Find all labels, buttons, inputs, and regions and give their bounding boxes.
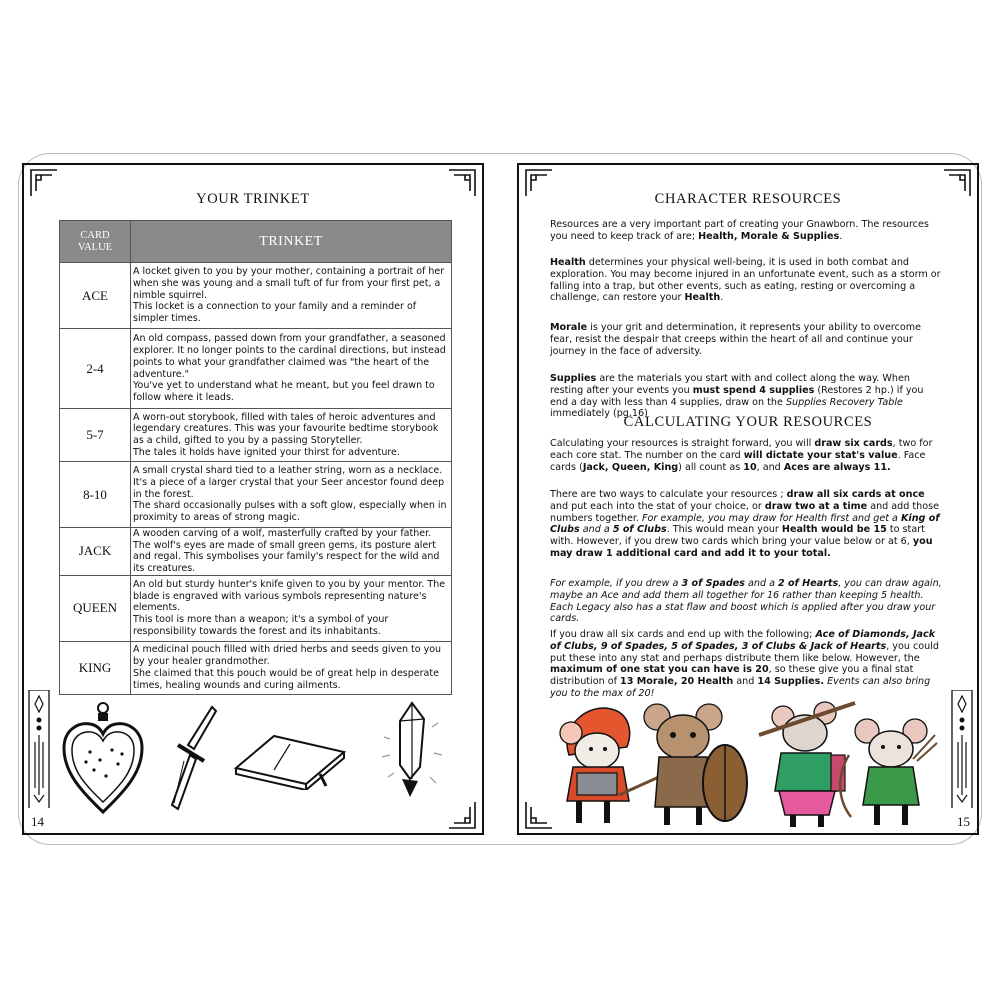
trinket-description: A worn-out storybook, filled with tales of heroic adventures and legendary creatures. This was your favourite bedtime storybook as a child, gifted to you by a passing Storyteller. The tales it holds have ignited your thirst for adventure. — [131, 409, 452, 462]
mouse-characters-illustration — [549, 695, 939, 830]
table-row — [60, 263, 452, 329]
side-border-ornament-icon — [28, 690, 50, 808]
trinket-description: An old compass, passed down from your grandfather, a seasoned explorer. It no longer points to the cardinal directions, but instead points to what your grandfather claimed was "the heart of the adventure." You've yet to understand what he meant, but you feel drawn to follow where it leads. — [131, 329, 452, 409]
dagger-icon — [164, 705, 219, 820]
card-value: 8-10 — [60, 462, 131, 528]
mouse-flute-icon — [759, 702, 855, 827]
table-row — [60, 462, 452, 528]
health-paragraph: Health determines your physical well-being, it is used in both combat and exploration. You may become injured in an unfortunate event, such as a storm or falling into a trap, but other events, such as eating, resting or overcoming a challenge, can restore your Health. — [550, 257, 941, 304]
morale-paragraph: Morale is your grit and determination, it represents your ability to overcome fear, resist the despair that creeps within the heart of all and continue your journey in the face of adversity. — [550, 322, 921, 357]
table-row — [60, 641, 452, 694]
calculating-paragraph: Calculating your resources is straight forward, you will draw six cards, two for each core stat. The number on the card will dictate your stat's value. Face cards (Jack, Queen, King) all count as 10, and Aces are always 11. — [550, 438, 933, 473]
table-row — [60, 329, 452, 409]
column-header-trinket: TRINKET — [131, 221, 452, 263]
trinket-table — [59, 220, 452, 695]
column-header-card-value: CARD VALUE — [60, 221, 131, 263]
card-value: KING — [60, 641, 131, 694]
card-value: JACK — [60, 528, 131, 576]
mouse-shield-icon — [644, 704, 747, 825]
section-heading: CALCULATING YOUR RESOURCES — [623, 414, 873, 430]
example-paragraph: For example, if you drew a 3 of Spades and a 2 of Hearts, you can draw again, maybe an Ace and add them all together for 16 rather than keeping 5 health. Each Legacy also has a stat flaw and boost which is applied after you draw your cards. — [550, 578, 942, 625]
locket-icon — [60, 700, 146, 818]
distribution-paragraph: If you draw all six cards and end up with the following; Ace of Diamonds, Jack of Clubs, 9 of Spades, 5 of Spades, 3 of Clubs & Jack of Hearts, you could put these into any stat and perhaps distribute them like below. However, the maximum of one stat you can have is 20, so these give you a final stat distribution of 13 Morale, 20 Health and 14 Supplies. Events can also bring you to the max of 20! — [550, 629, 939, 699]
trinket-description: A medicinal pouch filled with dried herbs and seeds given to you by your healer grandmother. She claimed that this pouch would be of great help in desperate times, healing wounds and curing ailments. — [131, 641, 452, 694]
page-title: YOUR TRINKET — [196, 191, 310, 207]
card-value: 2-4 — [60, 329, 131, 409]
side-border-ornament-icon — [951, 690, 973, 808]
card-value: ACE — [60, 263, 131, 329]
trinket-description: An old but sturdy hunter's knife given to you by your mentor. The blade is engraved with various symbols representing nature's elements. This tool is more than a weapon; it's a symbol of your responsibility towards the forest and its inhabitants. — [131, 575, 452, 641]
table-row — [60, 575, 452, 641]
crystal-icon — [376, 697, 446, 807]
supplies-paragraph: Supplies are the materials you start with and collect along the way. When resting after your events you must spend 4 supplies (Restores 2 hp.) if you end a day with less than 4 supplies, draw on the Supplies Recovery Table immediately (pg.16) — [550, 373, 924, 420]
table-row — [60, 528, 452, 576]
page-number: 14 — [31, 814, 44, 829]
mouse-archer-icon — [840, 719, 937, 825]
page-title: CHARACTER RESOURCES — [654, 191, 842, 207]
trinket-description: A small crystal shard tied to a leather string, worn as a necklace. It's a piece of a larger crystal that your Seer ancestor found deep in the forest. The shard occasionally pulses with a soft glow, especially when in proximity to areas of strong magic. — [131, 462, 452, 528]
right-page — [517, 163, 979, 835]
card-value: 5-7 — [60, 409, 131, 462]
resources-intro: Resources are a very important part of creating your Gnawborn. The resources you need to keep track of are; Health, Morale & Supplies. — [550, 219, 929, 242]
draw-methods-paragraph: There are two ways to calculate your resources ; draw all six cards at once and put each into the stat of your choice, or draw two at a time and add those numbers together. For example, you may draw for Health first and get a King of Clubs and a 5 of Clubs. This would mean your Health would be 15 to start with. However, if you drew two cards which bring your value below or at 6, you may draw 1 additional card and add it to your total. — [550, 489, 940, 559]
trinket-description: A locket given to you by your mother, containing a portrait of her when she was young and a small tuft of fur from your first pet, a nimble squirrel. This locket is a connection to your family and a reminder of simpler times. — [131, 263, 452, 329]
trinket-description: A wooden carving of a wolf, masterfully crafted by your father. The wolf's eyes are made of small green gems, its posture alert and regal. This symbolises your family's respect for the wild and its creatures. — [131, 528, 452, 576]
storybook-icon — [234, 730, 349, 790]
corner-ornament-icon — [448, 801, 476, 829]
left-page — [22, 163, 484, 835]
table-row — [60, 409, 452, 462]
page-number: 15 — [957, 814, 970, 829]
card-value: QUEEN — [60, 575, 131, 641]
